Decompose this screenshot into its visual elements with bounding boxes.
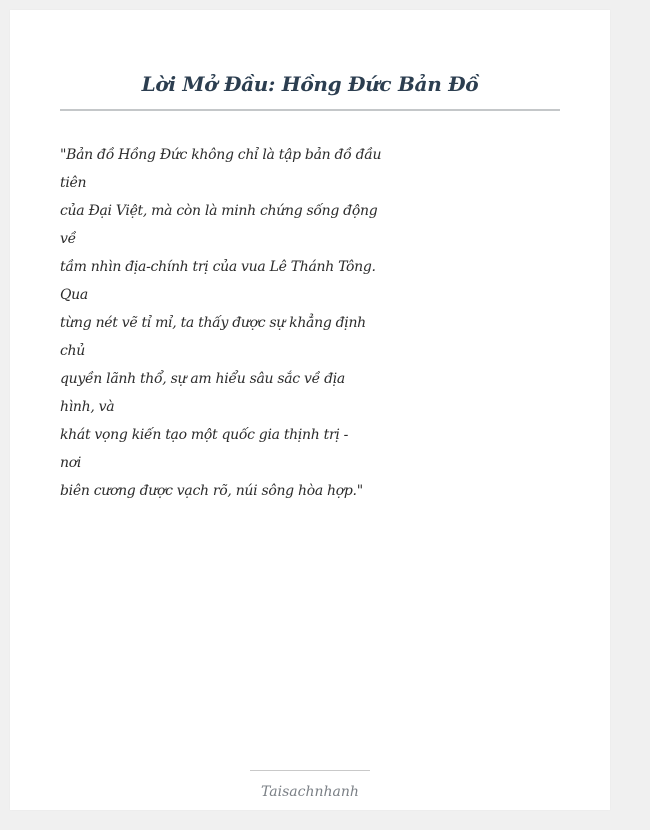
footer-divider [250,770,370,771]
body-line: của Đại Việt, mà còn là minh chứng sống động [60,203,378,219]
body-line: "Bản đồ Hồng Đức không chỉ là tập bản đồ đầu [60,147,382,163]
body-line: hình, và [60,399,115,415]
body-quote [60,141,380,505]
footer-brand: Taisachnhanh [261,784,359,800]
body-line: tầm nhìn địa-chính trị của vua Lê Thánh Tông. [60,259,376,275]
body-line: từng nét vẽ tỉ mỉ, ta thấy được sự khẳng định [60,315,366,331]
document-page [10,10,610,810]
body-line: Qua [60,287,88,303]
body-line: tiên [60,175,87,191]
body-line: quyền lãnh thổ, sự am hiểu sâu sắc về địa [60,371,345,387]
body-line: nơi [60,455,82,471]
body-line: chủ [60,343,85,359]
body-line: biên cương được vạch rõ, núi sông hòa hợp." [60,483,363,499]
page-title: Lời Mở Đầu: Hồng Đức Bản Đồ [141,72,479,96]
body-line: khát vọng kiến tạo một quốc gia thịnh trị - [60,427,349,443]
body-line: về [60,231,76,247]
title-divider [60,109,560,111]
